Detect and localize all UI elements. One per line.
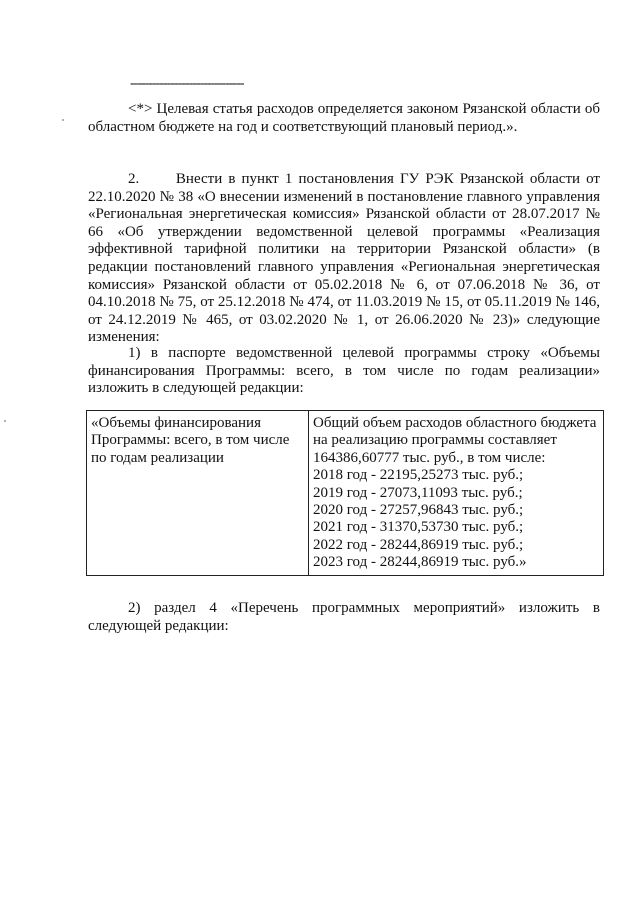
- subitem-2-paragraph: 2) раздел 4 «Перечень программных мероприятий» изложить в следующей редакции:: [88, 600, 600, 634]
- footnote-separator: -------------------------------: [130, 76, 244, 91]
- value-line: 2018 год - 22195,25273 тыс. руб.;: [313, 467, 524, 484]
- subitem-1-paragraph: 1) в паспорте ведомственной целевой программы строку «Объемы финансирования Программы: всего, в том числе по годам реализации» изложить в следующей редакции:: [88, 345, 600, 397]
- value-line: на реализацию программы составляет: [313, 432, 557, 449]
- value-line: 2019 год - 27073,11093 тыс. руб.;: [313, 484, 523, 501]
- financing-table-label-cell: [87, 411, 309, 575]
- value-line: 164386,60777 тыс. руб., в том числе:: [313, 449, 546, 466]
- value-line: 2023 год - 28244,86919 тыс. руб.»: [313, 554, 527, 571]
- value-line: 2022 год - 28244,86919 тыс. руб.;: [313, 536, 524, 553]
- value-line: Общий объем расходов областного бюджета: [313, 415, 597, 431]
- label-line: по годам реализации: [91, 449, 224, 466]
- scan-speck: [4, 420, 6, 422]
- item-2-paragraph: 2. Внести в пункт 1 постановления ГУ РЭК Рязанской области от 22.10.2020 № 38 «О внесении изменений в постановление главного управления «Региональная энергетическая комиссия» Рязанской области от 28.07.2017 № 66 «Об утверждении ведомственной целевой программы «Реализация эффективной тарифной политики на территории Рязанской области» (в редакции постановлений главного управления «Региональная энергетическая комиссия» Рязанской области от 05.02.2018 № 6, от 07.06.2018 № 36, от 04.10.2018 № 75, от 25.12.2018 № 474, от 11.03.2019 № 15, от 05.11.2019 № 146, от 24.12.2019 № 465, от 03.02.2020 № 1, от 26.06.2020 № 23)» следующие изменения:: [88, 171, 600, 346]
- label-line: «Объемы финансирования: [91, 415, 261, 431]
- footnote-text: <*> Целевая статья расходов определяется законом Рязанской области об областном бюджете на год и соответствующий плановый период.».: [88, 101, 600, 135]
- value-line: 2020 год - 27257,96843 тыс. руб.;: [313, 502, 524, 519]
- financing-table: [86, 410, 604, 576]
- value-line: 2021 год - 31370,53730 тыс. руб.;: [313, 519, 524, 536]
- financing-table-value-cell: [309, 411, 603, 575]
- scan-speck: [62, 119, 64, 121]
- label-line: Программы: всего, в том числе: [91, 432, 290, 449]
